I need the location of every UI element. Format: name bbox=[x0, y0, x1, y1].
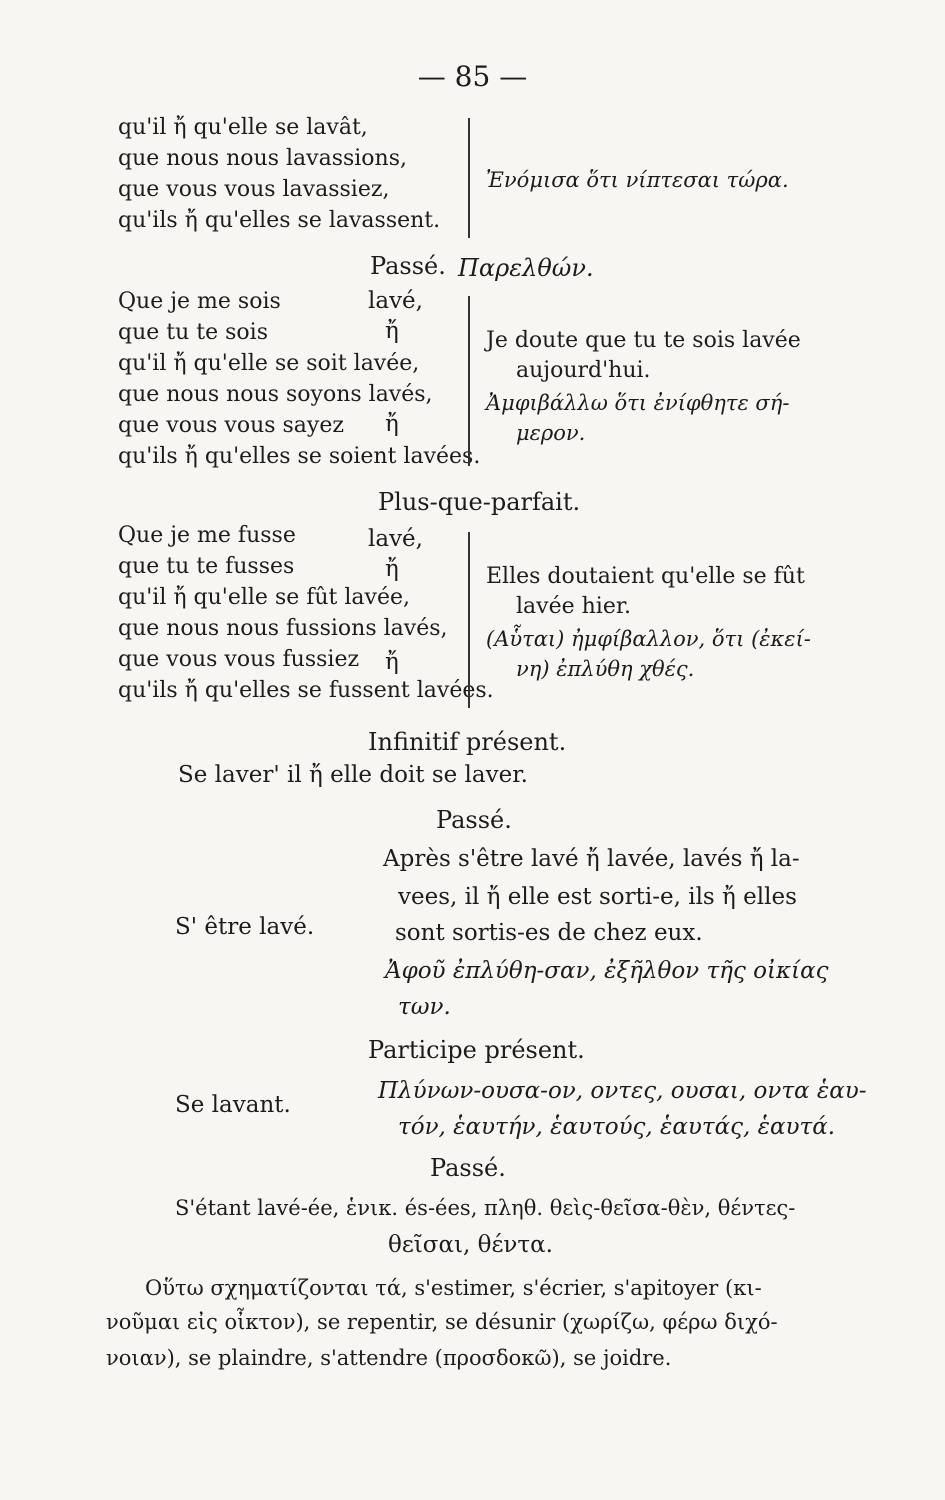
section-heading-greek: Παρελθών. bbox=[458, 254, 594, 282]
closing-paragraph-line: Οὕτω σχηματίζονται τά, s'estimer, s'écrier, s'apitoyer (κι- bbox=[145, 1276, 762, 1300]
conjugation-line: que vous vous fussiez bbox=[118, 647, 360, 672]
example-french: vees, il ἤ elle est sorti-e, ils ἤ elles bbox=[398, 884, 797, 910]
conjugation-line: que tu te sois bbox=[118, 320, 268, 345]
example-greek: Ἐνόμισα ὅτι νίπτεσαι τώρα. bbox=[486, 168, 789, 192]
conjugation-line: qu'il ἤ qu'elle se lavât, bbox=[118, 115, 368, 140]
example-french: Elles doutaient qu'elle se fût bbox=[486, 564, 805, 589]
example-line: S'étant lavé-ée, ἑνικ. és-ées, πληθ. θεὶς-θεῖσα-θὲν, θέντες- bbox=[175, 1196, 796, 1220]
conjugation-line: Que je me fusse bbox=[118, 523, 296, 548]
example-french: Après s'être lavé ἤ lavée, lavés ἤ la- bbox=[383, 846, 800, 872]
conjugation-line: qu'ils ἤ qu'elles se fussent lavées. bbox=[118, 678, 494, 703]
conjugation-line: que nous nous lavassions, bbox=[118, 146, 408, 171]
example-french: Je doute que tu te sois lavée bbox=[486, 328, 801, 353]
infinitif-line: Se laver' il ἤ elle doit se laver. bbox=[178, 762, 528, 788]
section-heading-passe: Passé. bbox=[370, 252, 446, 280]
bracket-word: lavé, bbox=[368, 288, 423, 314]
example-french: lavée hier. bbox=[516, 594, 631, 619]
conjugation-line: que nous nous soyons lavés, bbox=[118, 382, 433, 407]
bracket-word: ἤ bbox=[385, 649, 399, 675]
section-heading-plus-que-parfait: Plus-que-parfait. bbox=[378, 488, 581, 516]
section-heading-passe: Passé. bbox=[430, 1154, 506, 1182]
conjugation-line: que tu te fusses bbox=[118, 554, 295, 579]
conjugation-left bbox=[118, 112, 440, 236]
example-greek: τόν, ἑαυτήν, ἑαυτούς, ἑαυτάς, ἑαυτά. bbox=[398, 1114, 836, 1140]
bracket-word: ἤ bbox=[385, 411, 399, 437]
conjugation-line: Que je me sois bbox=[118, 289, 281, 314]
conjugation-left bbox=[118, 520, 494, 706]
conjugation-line: qu'il ἤ qu'elle se soit lavée, bbox=[118, 351, 420, 376]
column-divider bbox=[468, 296, 470, 466]
section-heading-passe: Passé. bbox=[436, 806, 512, 834]
conjugation-line: qu'il ἤ qu'elle se fût lavée, bbox=[118, 585, 411, 610]
conjugation-line: qu'ils ἤ qu'elles se soient lavées. bbox=[118, 444, 481, 469]
page-number: — 85 — bbox=[417, 60, 528, 93]
conjugation-line: qu'ils ἤ qu'elles se lavassent. bbox=[118, 208, 441, 233]
bracket-word: ἤ bbox=[385, 556, 399, 582]
closing-paragraph-line: νοιαν), se plaindre, s'attendre (προσδοκῶ), se joidre. bbox=[106, 1346, 672, 1370]
example-greek: Ἀφοῦ ἐπλύθη-σαν, ἐξῆλθον τῆς οἰκίας bbox=[385, 958, 829, 984]
form-label: Se lavant. bbox=[175, 1092, 291, 1118]
example-french: aujourd'hui. bbox=[516, 358, 651, 383]
column-divider bbox=[468, 118, 470, 238]
conjugation-line: que vous vous sayez bbox=[118, 413, 344, 438]
bracket-word: ἤ bbox=[385, 318, 399, 344]
bracket-word: lavé, bbox=[368, 526, 423, 552]
example-line: θεῖσαι, θέντα. bbox=[388, 1232, 553, 1258]
example-greek: των. bbox=[398, 994, 451, 1020]
conjugation-left bbox=[118, 286, 480, 472]
example-french: sont sortis-es de chez eux. bbox=[395, 920, 703, 946]
section-heading-infinitif: Infinitif présent. bbox=[368, 728, 567, 756]
example-greek: μερον. bbox=[516, 421, 586, 445]
closing-paragraph-line: νοῦμαι εἰς οἶκτον), se repentir, se désunir (χωρίζω, φέρω διχό- bbox=[106, 1310, 778, 1334]
conjugation-line: que vous vous lavassiez, bbox=[118, 177, 390, 202]
section-heading-participe: Participe présent. bbox=[368, 1036, 585, 1064]
example-greek: νη) ἐπλύθη χθές. bbox=[516, 657, 695, 681]
example-greek: (Αὗται) ἠμφίβαλλον, ὅτι (ἐκεί- bbox=[486, 627, 811, 651]
example-greek: Πλύνων-ουσα-ον, οντες, ουσαι, οντα ἑαυ- bbox=[378, 1078, 867, 1104]
example-greek: Ἀμφιβάλλω ὅτι ἐνίφθητε σή- bbox=[486, 391, 790, 415]
conjugation-line: que nous nous fussions lavés, bbox=[118, 616, 448, 641]
form-label: S' être lavé. bbox=[175, 914, 315, 940]
column-divider bbox=[468, 532, 470, 708]
